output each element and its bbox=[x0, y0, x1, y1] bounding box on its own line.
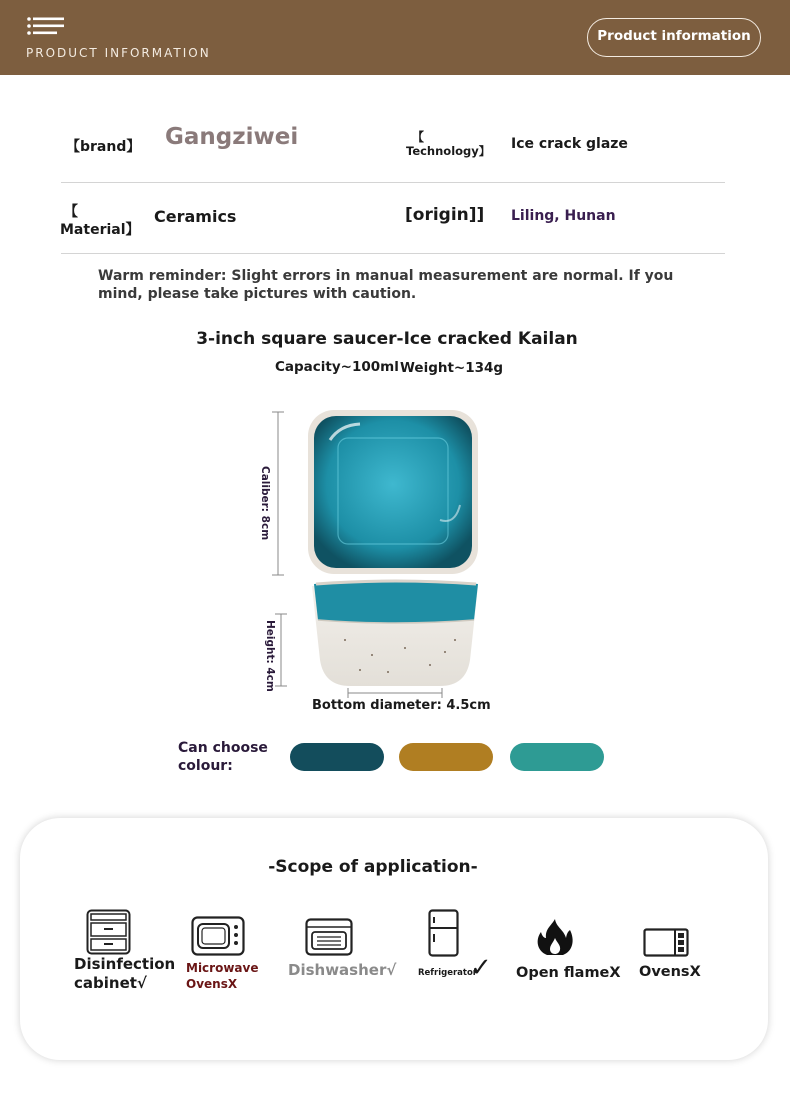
divider bbox=[61, 253, 725, 254]
height-label: Height: 4cm bbox=[264, 620, 276, 692]
technology-label-bracket: 【 bbox=[412, 130, 425, 144]
capacity: Capacity~100ml bbox=[275, 359, 399, 375]
warm-reminder: Warm reminder: Slight errors in manual measurement are normal. If you mind, please take pictures with caution. bbox=[98, 268, 674, 302]
material-label-bracket: 【 bbox=[64, 204, 78, 220]
refrigerator-label: Refrigerator bbox=[418, 968, 477, 978]
technology-label: Technology】 bbox=[406, 144, 491, 158]
origin-label: [origin]] bbox=[405, 205, 485, 225]
microwave-icon bbox=[191, 916, 245, 956]
colour-swatch-ochre[interactable] bbox=[399, 743, 493, 771]
origin-value: Liling, Hunan bbox=[511, 208, 616, 224]
brand-value: Gangziwei bbox=[165, 124, 299, 150]
product-name: 3-inch square saucer-Ice cracked Kailan bbox=[196, 329, 578, 349]
caliber-label: Caliber: 8cm bbox=[259, 466, 271, 541]
colour-label: Can choose colour: bbox=[178, 740, 268, 774]
dishwasher-label: Dishwasher√ bbox=[288, 961, 397, 979]
oven-label: OvensX bbox=[639, 964, 701, 980]
menu-icon[interactable] bbox=[27, 16, 65, 36]
product-illustration bbox=[250, 400, 500, 700]
material-label: Material】 bbox=[60, 222, 140, 238]
product-information-button[interactable]: Product information bbox=[587, 18, 761, 57]
refrigerator-icon bbox=[428, 909, 459, 957]
colour-swatch-teal[interactable] bbox=[510, 743, 604, 771]
brand-label: 【brand】 bbox=[66, 139, 141, 155]
microwave-label: Microwave bbox=[186, 961, 259, 975]
weight: Weight~134g bbox=[400, 360, 504, 376]
header-label: PRODUCT INFORMATION bbox=[26, 46, 211, 60]
disinfection-cabinet-label: Disinfection bbox=[74, 955, 176, 973]
colour-swatch-dark-teal[interactable] bbox=[290, 743, 384, 771]
dishwasher-icon bbox=[305, 918, 353, 956]
microwave-label: OvensX bbox=[186, 977, 238, 991]
divider bbox=[61, 182, 725, 183]
scope-title: -Scope of application- bbox=[268, 857, 478, 877]
technology-value: Ice crack glaze bbox=[511, 136, 628, 152]
oven-icon bbox=[643, 928, 689, 957]
disinfection-cabinet-label: cabinet√ bbox=[74, 974, 147, 992]
material-value: Ceramics bbox=[154, 207, 237, 226]
header-bar bbox=[0, 0, 790, 75]
disinfection-cabinet-icon bbox=[86, 909, 131, 955]
open-flame-label: Open flameX bbox=[516, 965, 621, 981]
flame-icon bbox=[535, 918, 575, 956]
refrigerator-check: ✓ bbox=[470, 953, 492, 983]
bottom-diameter-label: Bottom diameter: 4.5cm bbox=[312, 698, 491, 713]
